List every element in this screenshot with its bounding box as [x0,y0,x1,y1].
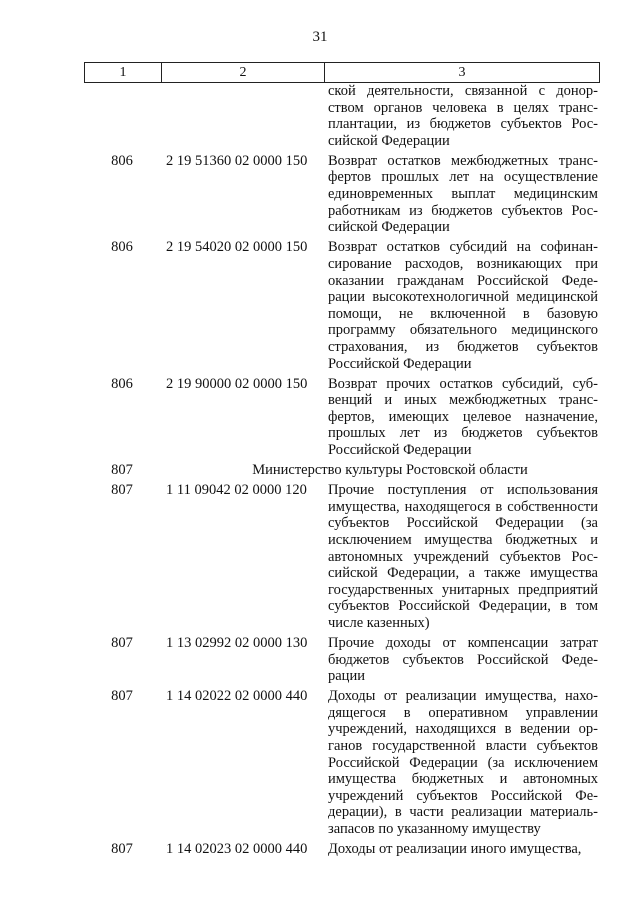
row-admin-code: 807 [111,688,133,705]
row-name: Прочие доходы от компенсации затрат бюджетов субъектов Российской Федерации [328,635,598,685]
header-col-3: 3 [458,65,466,80]
row-admin-code: 807 [111,841,133,858]
row-admin-code: 807 [111,482,133,499]
ministry-admin-code: 807 [111,462,133,479]
row-name: Доходы от реализации имущества, находящегося в оперативном управлении учреждений, находящихся в ведении органов государственной власти субъектов Российской Федерации (за исключением имущества бюджетных и автономных учреждений субъектов Российской Федерации), в части реализации материальзапасов по указанному имуществу [328,688,598,838]
table-row [84,635,600,685]
row-budget-code: 1 14 02022 02 0000 440 [166,688,308,705]
table-row-continuation [84,83,600,149]
row-budget-code: 1 13 02992 02 0000 130 [166,635,308,651]
row-name: Возврат остатков межбюджетных трансфертов прошлых лет на осуществление единовременных выплат медицинским работникам из бюджетов субъектов Российской Федерации [328,152,598,236]
row-name: Прочие поступления от использования имущества, находящегося в собственности субъектов Российской Федерации (за исключением имущества бюджетных и автономных учреждений субъектов Российской Федерации, а также имущества государственных унитарных предприятий субъектов Российской Федерации, в том числе казенных) [328,482,598,631]
row-admin-code: 806 [111,152,133,169]
table-row [84,153,600,236]
row-budget-code: 2 19 51360 02 0000 150 [166,152,308,169]
row-budget-code: 1 11 09042 02 0000 120 [166,482,307,499]
table-row [84,239,600,372]
header-col-1: 1 [85,63,162,82]
table-header [84,62,600,83]
page-number: 31 [312,29,328,45]
table-row [84,841,600,858]
row-name: Доходы от реализации иного имущества, [328,841,582,858]
table-row [84,482,600,631]
ministry-title: Министерство культуры Ростовской области [252,462,528,479]
table-row [84,688,600,837]
table-body [84,83,600,858]
row-name: Возврат прочих остатков субсидий, субвенций и иных межбюджетных трансфертов, имеющих целевое назначение, прошлых лет из бюджетов субъектов Российской Федерации [328,375,598,458]
row-budget-code: 2 19 90000 02 0000 150 [166,375,308,392]
row-admin-code: 807 [111,635,133,651]
header-col-2: 2 [162,63,325,82]
row-admin-code: 806 [111,375,133,392]
row-budget-code: 1 14 02023 02 0000 440 [166,841,308,858]
row-name: Возврат остатков субсидий на софинансирование расходов, возникающих при оказании гражданам Российской Федерации высокотехнологичной медицинской помощи, не включенной в базовую программу обязательного медицинского страхования, из бюджетов субъектов Российской Федерации [328,239,598,372]
table-row [84,376,600,459]
row-admin-code: 806 [111,239,133,256]
ministry-row [84,462,600,479]
row-name: ской деятельности, связанной с донорством органов человека в целях трансплантации, из бюджетов субъектов Российской Федерации [328,83,598,149]
row-budget-code: 2 19 54020 02 0000 150 [166,239,308,256]
